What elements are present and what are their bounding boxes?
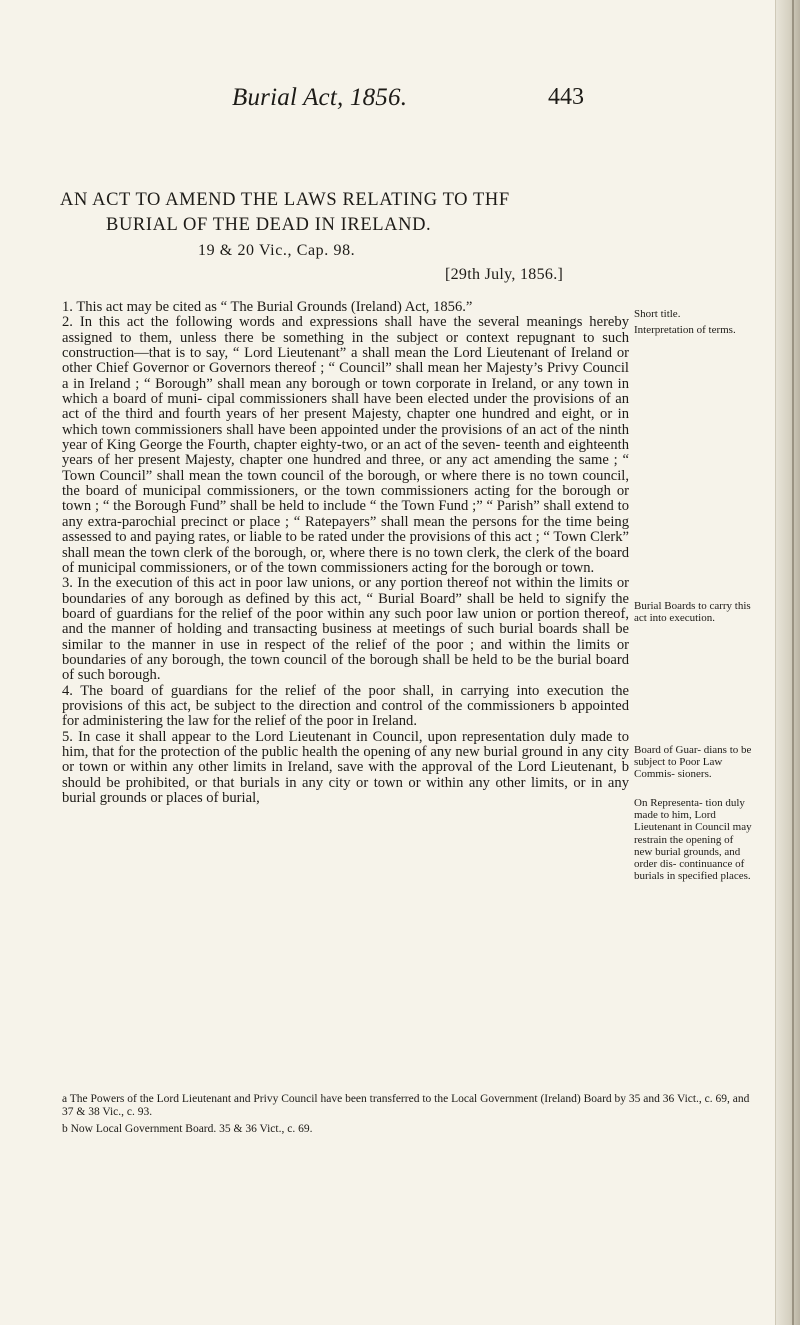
section-5: 5. In case it shall appear to the Lord Lieutenant in Council, upon representation duly made to him, that for the protection of the public health the opening of any new burial ground in any city or town or within any other limits in Ireland, save with the approval of the Lord Lieutenant, b should be prohibited, or that burials in any city or town or within any other limits, or in any burial grounds or places of burial, [62,728,629,806]
section-4: 4. The board of guardians for the relief of the poor shall, in carrying into execution the provisions of this act, be subject to the direction and control of the commissioners b appointed for administering the law for the relief of the poor in Ireland. [62,682,629,730]
footnote-b: b Now Local Government Board. 35 & 36 Vict., c. 69. [62,1122,313,1135]
act-title-line-1: AN ACT TO AMEND THE LAWS RELATING TO THF [60,190,510,210]
footnotes [62,1093,752,1136]
marginal-note-representation: On Representa- tion duly made to him, Lord Lieutenant in Council may restrain the opening of new burial grounds, and order dis- continuance of burials in specified places. [634,797,752,883]
page-number: 443 [548,84,584,110]
running-title: Burial Act, 1856. [232,84,408,111]
page-header [0,84,800,114]
act-citation: 19 & 20 Vic., Cap. 98. [198,242,356,259]
marginal-note-board-of-guardians: Board of Guar- dians to be subject to Poor Law Commis- sioners. [634,744,752,781]
page-edge-line [792,0,794,1325]
act-body [62,300,629,806]
act-title-line-2: BURIAL OF THE DEAD IN IRELAND. [106,215,432,235]
section-2: 2. In this act the following words and expressions shall have the several meanings hereby assigned to them, unless there be something in the subject or context repugnant to such construction—that is to say, “ Lord Lieutenant” a shall mean the Lord Lieutenant of Ireland or other Chief Governor or Governors thereof ; “ Council” shall mean her Majesty’s Privy Council a in Ireland ; “ Borough” shall mean any borough or town corporate in Ireland, or any town in which a board of muni- cipal commissioners shall have been elected under the provisions of an act of the third and fourth years of her present Majesty, chapter one hundred and eight, or in which town commissioners shall have been appointed under the provisions of an act of the ninth year of King George the Fourth, chapter eighty-two, or an act of the seven- teenth and eighteenth years of her present Majesty, chapter one hundred and three, or any act amending the same ; “ Town Council” shall mean the town council of the borough, or where there is no town council, the board of municipal commissioners, or the town commissioners acting for the borough or town ; “ the Borough Fund” shall be held to include “ the Town Fund ;” “ Parish” shall extend to any extra-parochial precinct or place ; “ Ratepayers” shall mean the persons for the time being assessed to and paying rates, or liable to be rated under the provisions of this act ; “ Town Clerk” shall mean the town clerk of the borough, or, where there is no town clerk, the clerk of the board of municipal commissioners, or of the town commissioners acting for the borough or town. [62,314,629,576]
marginal-note-burial-boards: Burial Boards to carry this act into execution. [634,600,751,625]
section-3: 3. In the execution of this act in poor law unions, or any portion thereof not within the limits or boundaries of any borough as defined by this act, “ Burial Board” shall be held to signify the board of guardians for the relief of the poor within any such poor law union or portion thereof, and the manner of holding and transacting business at meetings of such burial boards shall be similar to the manner in use in respect of the relief of the poor ; and within the limits or boundaries of any borough, the town council of the borough shall be held to be the burial board of such borough. [62,575,629,684]
act-date: [29th July, 1856.] [445,266,564,283]
marginal-note-short-title: Short title. [634,308,681,320]
page-edge [775,0,800,1325]
footnote-a: a The Powers of the Lord Lieutenant and Privy Council have been transferred to the Local Government (Ireland) Board by 35 and 36 Vict., c. 69, and 37 & 38 Vic., c. 93. [62,1093,750,1119]
marginal-note-interpretation: Interpretation of terms. [634,324,736,336]
act-title-block [60,188,720,284]
section-1: 1. This act may be cited as “ The Burial Grounds (Ireland) Act, 1856.” [62,299,473,315]
